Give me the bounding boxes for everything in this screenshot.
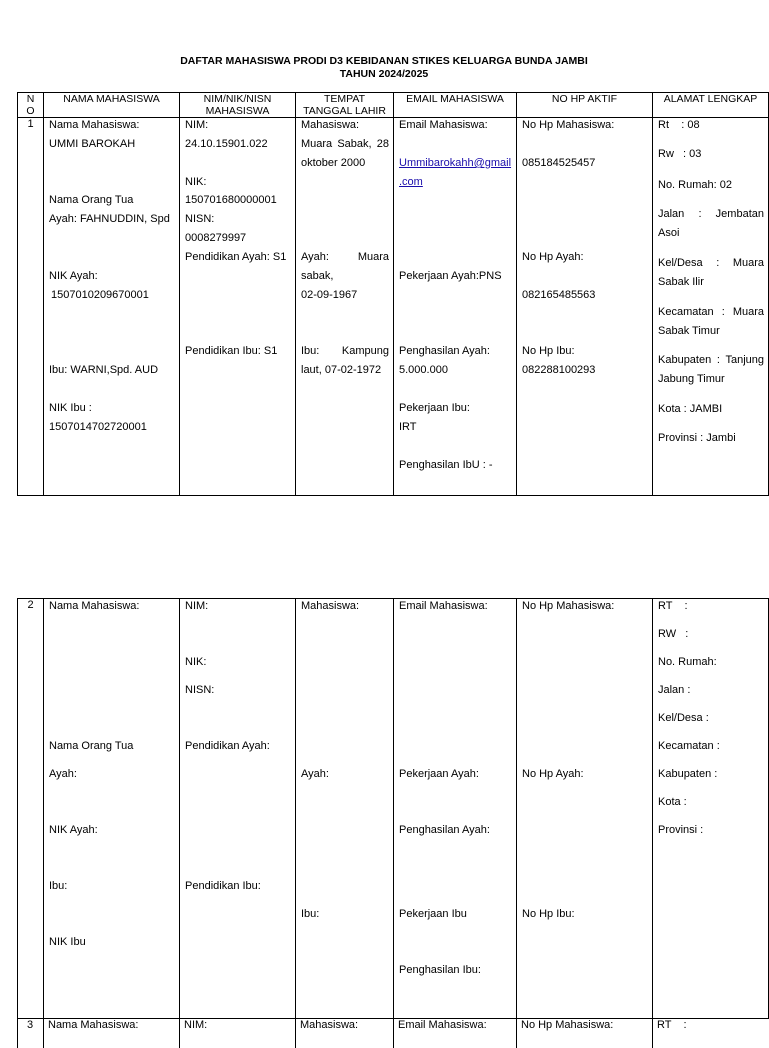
cell-hp bbox=[517, 118, 653, 496]
hp-mahasiswa: 085184525457 bbox=[522, 157, 596, 169]
alamat-kota: Kota : JAMBI bbox=[658, 403, 723, 415]
student-table-2 bbox=[17, 598, 769, 1019]
nik-value: 150701680000001 bbox=[185, 194, 277, 206]
pendidikan-ayah: Pendidikan Ayah: S1 bbox=[185, 251, 287, 263]
nik-ayah: 1507010209670001 bbox=[51, 289, 149, 301]
alamat-no-rumah: No. Rumah: 02 bbox=[658, 179, 732, 191]
title-line-2: TAHUN 2024/2025 bbox=[339, 68, 429, 80]
ttl-ibu: Ibu: bbox=[301, 908, 320, 920]
nama-label: Nama Mahasiswa: bbox=[48, 1019, 139, 1031]
row-number: 2 bbox=[18, 599, 44, 1019]
nik-ibu: 1507014702720001 bbox=[49, 421, 147, 433]
nama-ibu: Ibu: WARNI,Spd. AUD bbox=[49, 364, 159, 376]
alamat-rt: RT : bbox=[658, 600, 688, 612]
penghasilan-ibu: Penghasilan Ibu: bbox=[399, 964, 481, 976]
cell-nim bbox=[180, 599, 296, 1019]
ttl-mahasiswa-label: Mahasiswa: bbox=[301, 119, 360, 131]
nisn-value: 0008279997 bbox=[185, 232, 247, 244]
alamat-kel: Kel/Desa : Muara bbox=[658, 257, 764, 269]
alamat-kecamatan: Kecamatan : bbox=[658, 740, 720, 752]
pekerjaan-ayah: Pekerjaan Ayah:PNS bbox=[399, 270, 502, 282]
cell-nama bbox=[44, 118, 180, 496]
alamat-provinsi: Provinsi : bbox=[658, 824, 704, 836]
pekerjaan-ibu-label: Pekerjaan Ibu: bbox=[399, 402, 470, 414]
table-row bbox=[18, 118, 769, 496]
ttl-mahasiswa: Muara Sabak, 28 bbox=[301, 138, 389, 150]
title-line-1: DAFTAR MAHASISWA PRODI D3 KEBIDANAN STIKES KELUARGA BUNDA JAMBI bbox=[180, 55, 588, 67]
nama-ayah: Ayah: bbox=[49, 768, 77, 780]
nik-ibu-label: NIK Ibu : bbox=[49, 402, 92, 414]
alamat-no-rumah: No. Rumah: bbox=[658, 656, 717, 668]
alamat-rt: Rt : 08 bbox=[658, 119, 700, 131]
header-email: EMAIL MAHASISWA bbox=[394, 93, 517, 118]
nama-label: Nama Mahasiswa: bbox=[49, 600, 140, 612]
cell-alamat bbox=[653, 599, 769, 1019]
hp-label: No Hp Mahasiswa: bbox=[522, 600, 615, 612]
email-link-cont[interactable]: .com bbox=[399, 176, 423, 188]
alamat-jalan: Jalan : bbox=[658, 684, 691, 696]
hp-label: No Hp Mahasiswa: bbox=[521, 1019, 614, 1031]
header-alamat: ALAMAT LENGKAP bbox=[653, 93, 769, 118]
alamat-kel-cont: Sabak Ilir bbox=[658, 276, 704, 288]
alamat-kabupaten: Kabupaten : bbox=[658, 768, 718, 780]
pekerjaan-ayah: Pekerjaan Ayah: bbox=[399, 768, 479, 780]
email-label: Email Mahasiswa: bbox=[398, 1019, 487, 1031]
header-nim: NIM/NIK/NISN MAHASISWA bbox=[180, 93, 296, 118]
nim-label: NIM: bbox=[184, 1019, 208, 1031]
hp-ibu-label: No Hp Ibu: bbox=[522, 345, 575, 357]
cell-alamat bbox=[653, 118, 769, 496]
ttl-mahasiswa-label: Mahasiswa: bbox=[300, 1019, 359, 1031]
pendidikan-ayah: Pendidikan Ayah: bbox=[185, 740, 270, 752]
nisn-label: NISN: bbox=[185, 213, 215, 225]
alamat-provinsi: Provinsi : Jambi bbox=[658, 432, 736, 444]
nama-label: Nama Mahasiswa: bbox=[49, 119, 140, 131]
table-row bbox=[18, 599, 769, 1019]
cell-hp bbox=[517, 599, 653, 1019]
nik-ayah-label: NIK Ayah: bbox=[49, 824, 98, 836]
header-ttl: TEMPAT TANGGAL LAHIR bbox=[296, 93, 394, 118]
email-label: Email Mahasiswa: bbox=[399, 119, 488, 131]
alamat-kabupaten-cont: Jabung Timur bbox=[658, 373, 725, 385]
ttl-ayah: Ayah: Muara bbox=[301, 251, 389, 263]
hp-ayah-label: No Hp Ayah: bbox=[522, 251, 584, 263]
ttl-ibu: Ibu: Kampung bbox=[301, 345, 389, 357]
pendidikan-ibu: Pendidikan Ibu: bbox=[185, 880, 261, 892]
ttl-mahasiswa-label: Mahasiswa: bbox=[301, 600, 360, 612]
email-link[interactable]: Ummibarokahh@gmail bbox=[399, 157, 512, 169]
header-no: N O bbox=[18, 93, 44, 118]
nisn-label: NISN: bbox=[185, 684, 215, 696]
alamat-kecamatan: Kecamatan : Muara bbox=[658, 306, 764, 318]
hp-ibu-label: No Hp Ibu: bbox=[522, 908, 575, 920]
nik-label: NIK: bbox=[185, 176, 207, 188]
hp-label: No Hp Mahasiswa: bbox=[522, 119, 615, 131]
cell-nim bbox=[180, 118, 296, 496]
ttl-ibu-date: laut, 07-02-1972 bbox=[301, 364, 382, 376]
cell-email bbox=[394, 599, 517, 1019]
alamat-rt: RT : bbox=[657, 1019, 687, 1031]
penghasilan-ayah-label: Penghasilan Ayah: bbox=[399, 345, 490, 357]
nim-value: 24.10.15901.022 bbox=[185, 138, 268, 150]
nim-label: NIM: bbox=[185, 119, 209, 131]
ttl-ayah: Ayah: bbox=[301, 768, 329, 780]
nim-label: NIM: bbox=[185, 600, 209, 612]
row-number: 1 bbox=[18, 118, 44, 496]
cell-ttl bbox=[296, 599, 394, 1019]
table-header-row bbox=[18, 93, 769, 118]
email-label: Email Mahasiswa: bbox=[399, 600, 488, 612]
hp-ayah: 082165485563 bbox=[522, 289, 596, 301]
ortu-label: Nama Orang Tua bbox=[49, 740, 134, 752]
penghasilan-ayah: Penghasilan Ayah: bbox=[399, 824, 490, 836]
nama-ayah: Ayah: FAHNUDDIN, Spd bbox=[49, 213, 170, 225]
nama-mahasiswa: UMMI BAROKAH bbox=[49, 138, 136, 150]
pekerjaan-ibu: Pekerjaan Ibu bbox=[399, 908, 467, 920]
ttl-ayah-date: 02-09-1967 bbox=[301, 289, 358, 301]
cell-ttl bbox=[296, 118, 394, 496]
cell-nama bbox=[44, 599, 180, 1019]
row-3-top-border bbox=[17, 1018, 768, 1019]
pekerjaan-ibu: IRT bbox=[399, 421, 417, 433]
alamat-jalan-cont: Asoi bbox=[658, 227, 680, 239]
nik-label: NIK: bbox=[185, 656, 207, 668]
pendidikan-ibu: Pendidikan Ibu: S1 bbox=[185, 345, 278, 357]
ortu-label: Nama Orang Tua bbox=[49, 194, 134, 206]
alamat-kel: Kel/Desa : bbox=[658, 712, 709, 724]
cell-email bbox=[394, 118, 517, 496]
nik-ibu-label: NIK Ibu bbox=[49, 936, 86, 948]
alamat-kecamatan-cont: Sabak Timur bbox=[658, 325, 720, 337]
ttl-mahasiswa-date: oktober 2000 bbox=[301, 157, 366, 169]
alamat-rw: Rw : 03 bbox=[658, 148, 702, 160]
alamat-jalan: Jalan : Jembatan bbox=[658, 208, 764, 220]
ttl-ayah-place: sabak, bbox=[301, 270, 334, 282]
header-hp: NO HP AKTIF bbox=[517, 93, 653, 118]
header-nama: NAMA MAHASISWA bbox=[44, 93, 180, 118]
nama-ibu: Ibu: bbox=[49, 880, 68, 892]
row-number: 3 bbox=[27, 1019, 34, 1031]
penghasilan-ibu: Penghasilan IbU : - bbox=[399, 459, 493, 471]
alamat-rw: RW : bbox=[658, 628, 689, 640]
penghasilan-ayah: 5.000.000 bbox=[399, 364, 448, 376]
student-table-1 bbox=[17, 92, 769, 496]
hp-ibu: 082288100293 bbox=[522, 364, 596, 376]
document-title bbox=[0, 55, 768, 81]
alamat-kabupaten: Kabupaten : Tanjung bbox=[658, 354, 764, 366]
hp-ayah-label: No Hp Ayah: bbox=[522, 768, 584, 780]
nik-ayah-label: NIK Ayah: bbox=[49, 270, 98, 282]
alamat-kota: Kota : bbox=[658, 796, 687, 808]
